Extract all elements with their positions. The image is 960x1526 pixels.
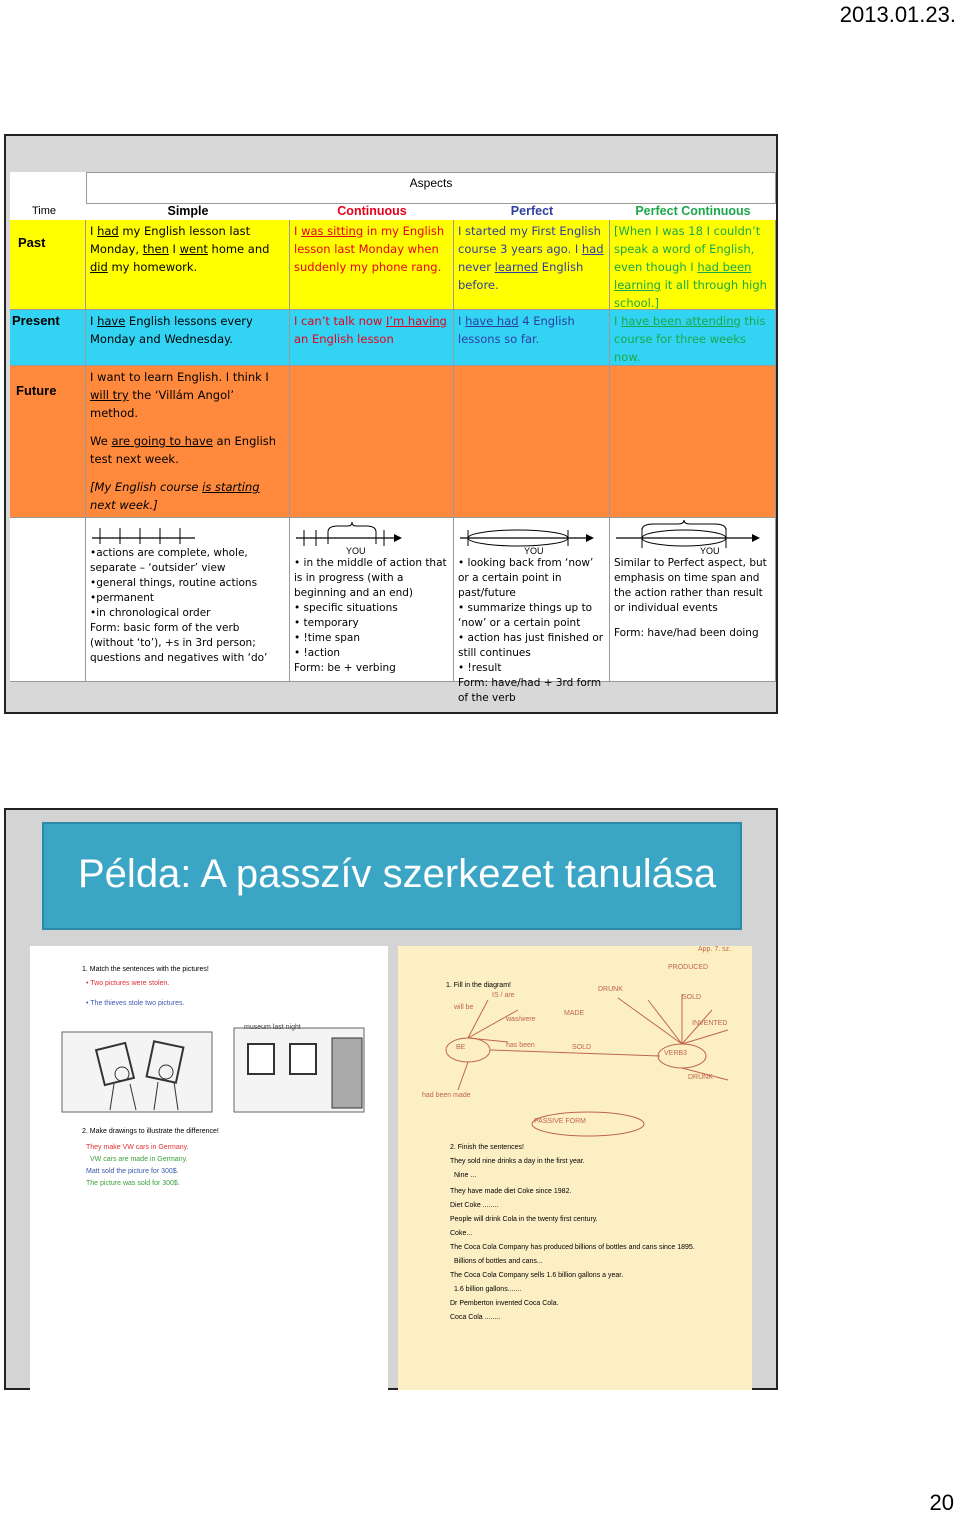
slide-passive-example: [4, 808, 778, 1390]
ws1-line-1: They make VW cars in Germany.: [86, 1144, 189, 1151]
timeline-continuous-icon: [294, 520, 404, 556]
ws2-word-be: BE: [456, 1044, 466, 1051]
ws2-word-sold-1: SOLD: [682, 994, 702, 1001]
ws2-word-is-are: IS / are: [492, 992, 515, 999]
desc-continuous: YOU • in the middle of action that is in progress (with a beginning and an end) • specific situations • temporary • !time span • !action Form: be + verbing: [290, 518, 454, 682]
ws2-word-was-were: was/were: [506, 1016, 536, 1023]
ws2-word-had-been-made: had been made: [422, 1092, 471, 1099]
ws2-line-10: 1.6 billion gallons.......: [454, 1286, 522, 1293]
ws2-word-has-been: has been: [506, 1042, 535, 1049]
present-perfect-continuous: I have been attending this course for three weeks now.: [610, 310, 776, 366]
timeline-perfect-icon: [458, 520, 598, 556]
future-perfect-continuous: [610, 366, 776, 518]
ws2-line-11: Dr Pemberton invented Coca Cola.: [450, 1300, 559, 1307]
ws1-q1: 1. Match the sentences with the pictures!: [82, 966, 209, 973]
ws2-word-produced: PRODUCED: [668, 964, 709, 971]
ws2-word-verb3: VERB3: [664, 1050, 687, 1057]
ws1-q2: 2. Make drawings to illustrate the difference!: [82, 1128, 219, 1135]
ws2-word-sold-2: SOLD: [572, 1044, 592, 1051]
row-future: Future: [10, 366, 86, 518]
svg-text:YOU: YOU: [700, 546, 720, 556]
ws2-word-passive-form: PASSIVE FORM: [534, 1118, 586, 1125]
col-continuous: Continuous: [337, 204, 407, 218]
ws1-sentence-2: • The thieves stole two pictures.: [86, 1000, 185, 1007]
col-simple: Simple: [167, 204, 209, 218]
slide-title: Példa: A passzív szerkezet tanulása: [78, 852, 717, 896]
timeline-simple-icon: [90, 520, 200, 546]
ws2-corner-note: App. 7. sz.: [698, 946, 732, 953]
col-time: Time: [31, 205, 57, 217]
slide-title-bar: [42, 822, 742, 930]
ws2-line-3: They have made diet Coke since 1982.: [450, 1188, 572, 1195]
ws1-caption: museum last night: [244, 1024, 301, 1031]
col-perfect-continuous: Perfect Continuous: [635, 204, 751, 218]
ws1-line-2: VW cars are made in Germany.: [90, 1156, 188, 1163]
slide-aspects-table: [4, 134, 778, 714]
past-perfect-continuous: [When I was 18 I couldn’t speak a word of English, even though I had been learning it all through high school.]: [610, 220, 776, 310]
ws2-line-6: Coke...: [450, 1230, 473, 1237]
ws2-word-invented: INVENTED: [692, 1020, 728, 1027]
passive-diagram-icon: [428, 990, 748, 1140]
ws2-word-drunk-2: DRUNK: [688, 1074, 713, 1081]
ws2-line-7: The Coca Cola Company has produced billions of bottles and cans since 1895.: [450, 1244, 695, 1251]
ws2-line-4: Diet Coke ........: [450, 1202, 499, 1209]
past-perfect: I started my First English course 3 years ago. I had never learned English before.: [454, 220, 610, 310]
past-simple: I had my English lesson last Monday, then I went home and did my homework.: [86, 220, 290, 310]
row-past: Past: [10, 220, 86, 310]
present-continuous: I can’t talk now I’m having an English lesson: [290, 310, 454, 366]
desc-simple: •actions are complete, whole, separate – ‘outsider’ view •general things, routine actions •permanent •in chronological order Form: basic form of the verb (without ‘to’), +s in 3rd person; questions and negatives with ‘do’: [86, 518, 290, 682]
page-number: 20: [929, 1490, 954, 1515]
worksheet-1: [30, 946, 388, 1390]
svg-text:YOU: YOU: [524, 546, 544, 556]
future-continuous: [290, 366, 454, 518]
aspects-table: [10, 172, 776, 704]
svg-text:YOU: YOU: [346, 546, 366, 556]
worksheet-2: [398, 946, 752, 1390]
ws2-word-will-be: will be: [454, 1004, 474, 1011]
desc-empty: [10, 518, 86, 682]
ws2-line-2: Nine ...: [454, 1172, 477, 1179]
timeline-perfect-continuous-icon: [614, 520, 764, 556]
present-perfect: I have had 4 English lessons so far.: [454, 310, 610, 366]
ws2-line-12: Coca Cola ........: [450, 1314, 501, 1321]
thieves-illustration-icon: [58, 1018, 368, 1118]
ws2-line-8: Billions of bottles and cans...: [454, 1258, 543, 1265]
ws2-line-5: People will drink Cola in the twenty first century.: [450, 1216, 598, 1223]
ws1-sentence-1: • Two pictures were stolen.: [86, 980, 170, 987]
future-simple: I want to learn English. I think I will try the ‘Villám Angol’ method. We are going to have an English test next week. [My English course is starting next week.]: [86, 366, 290, 518]
ws2-q1: 1. Fill in the diagram!: [446, 982, 511, 989]
ws1-line-3: Matt sold the picture for 300$.: [86, 1168, 179, 1175]
ws2-word-drunk: DRUNK: [598, 986, 623, 993]
aspects-header: Aspects: [86, 172, 776, 204]
past-continuous: I was sitting in my English lesson last Monday when suddenly my phone rang.: [290, 220, 454, 310]
future-perfect: [454, 366, 610, 518]
row-present: Present: [10, 310, 86, 366]
present-simple: I have English lessons every Monday and Wednesday.: [86, 310, 290, 366]
ws2-word-made: MADE: [564, 1010, 585, 1017]
ws2-line-1: They sold nine drinks a day in the first year.: [450, 1158, 585, 1165]
ws1-line-4: The picture was sold for 300$.: [86, 1180, 180, 1187]
col-perfect: Perfect: [510, 204, 554, 218]
ws2-line-9: The Coca Cola Company sells 1.6 billion gallons a year.: [450, 1272, 624, 1279]
header-date: 2013.01.23.: [839, 2, 956, 27]
desc-perfect-continuous: YOU Similar to Perfect aspect, but emphasis on time span and the action rather than result or individual events Form: have/had been doing: [610, 518, 776, 682]
desc-perfect: YOU • looking back from ‘now’ or a certain point in past/future • summarize things up to ‘now’ or a certain point • action has just finished or still continues • !result Form: have/had + 3rd form of the verb: [454, 518, 610, 682]
ws2-q2: 2. Finish the sentences!: [450, 1144, 524, 1151]
